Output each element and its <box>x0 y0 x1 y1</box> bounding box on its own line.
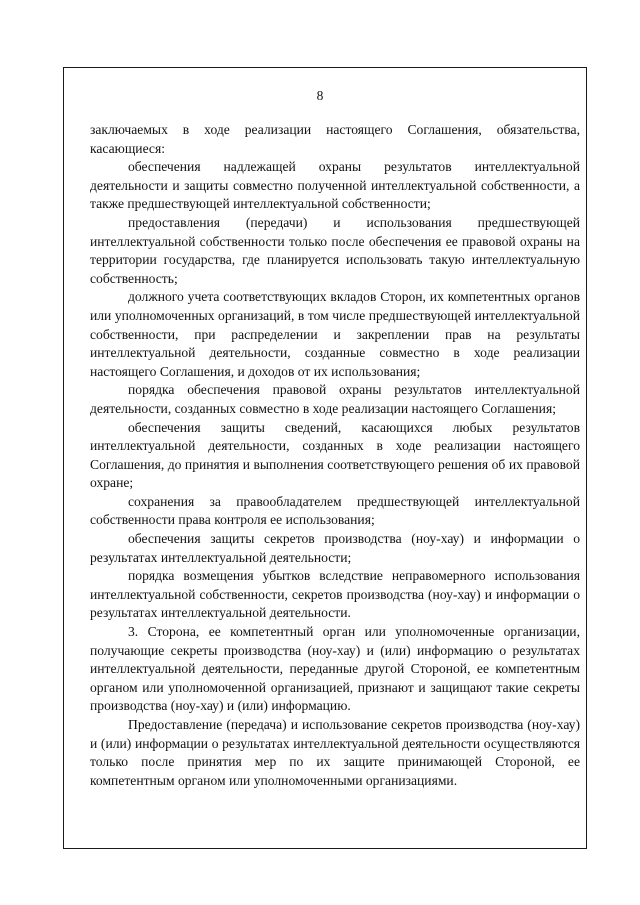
paragraph-transfer-conditions: Предоставление (передача) и использование секретов производства (ноу-хау) и (или) информации о результатах интеллектуальной деятельности осуществляются только после принятия мер по их защите принимающей Стороной, ее компетентным органом или уполномоченными организациями. <box>90 717 580 788</box>
paragraph-item-transfer: предоставления (передачи) и использования предшествующей интеллектуальной собственности только после обеспечения ее правовой охраны на территории государства, где планируется использовать такую интеллектуальную собственность; <box>90 214 580 286</box>
paragraph-item-legal-protection: порядка обеспечения правовой охраны результатов интеллектуальной деятельности, созданных совместно в ходе реализации настоящего Соглашения; <box>90 382 580 416</box>
paragraph-clause-3: 3. Сторона, ее компетентный орган или уполномоченные организации, получающие секреты производства (ноу-хау) и (или) информацию о результатах интеллектуальной деятельности, переданные другой Стороной, ее компетентным органом или уполномоченной организацией, признают и защищают такие секреты производства (ноу-хау) и (или) информацию. <box>90 624 580 714</box>
paragraph-item-know-how: обеспечения защиты секретов производства (ноу-хау) и информации о результатах интеллектуальной деятельности; <box>90 531 580 565</box>
paragraph-item-control: сохранения за правообладателем предшествующей интеллектуальной собственности права контроля ее использования; <box>90 493 580 528</box>
document-body <box>90 121 580 790</box>
page-number: 8 <box>316 88 324 103</box>
paragraph-item-damages: порядка возмещения убытков вследствие неправомерного использования интеллектуальной собственности, секретов производства (ноу-хау) и информации о результатах интеллектуальной деятельности. <box>90 568 580 621</box>
paragraph-item-information-protection: обеспечения защиты сведений, касающихся любых результатов интеллектуальной деятельности, созданных в ходе реализации настоящего Соглашения, до принятия и выполнения соответствующего решения об их правовой охране; <box>90 419 580 491</box>
paragraph-item-protection: обеспечения надлежащей охраны результатов интеллектуальной деятельности и защиты совместно полученной интеллектуальной собственности, а также предшествующей интеллектуальной собственности; <box>90 159 580 212</box>
paragraph-item-contributions: должного учета соответствующих вкладов Сторон, их компетентных органов или уполномоченных организаций, в том числе предшествующей интеллектуальной собственности, при распределении и закреплении прав на результаты интеллектуальной деятельности, созданные совместно в ходе реализации настоящего Соглашения, и доходов от их использования; <box>90 289 580 379</box>
paragraph-intro: заключаемых в ходе реализации настоящего Соглашения, обязательства, касающиеся: <box>90 122 580 156</box>
